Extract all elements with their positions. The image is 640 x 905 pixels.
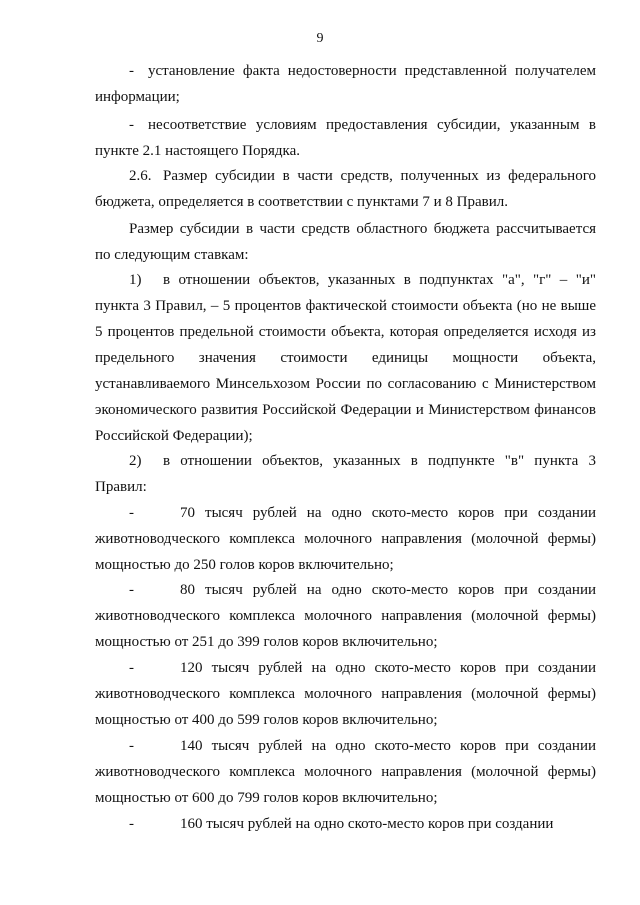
paragraph-text: 140 тысяч рублей на одно ското-место коров при создании животноводческого комплекса молочного направления (молочной фермы) мощностью от 600 до 799 голов коров включительно; [95, 738, 596, 806]
paragraph-text: в отношении объектов, указанных в подпунктах "а", "г" – "и" пункта 3 Правил, – 5 процентов фактической стоимости объекта (но не выше 5 процентов предельной стоимости объекта, которая определяется исходя из предельного значения стоимости единицы мощности объекта, устанавливаемого Минсельхозом России по согласованию с Министерством экономического развития Российской Федерации и Министерством финансов Российской Федерации); [95, 272, 596, 444]
paragraph-text: в отношении объектов, указанных в подпункте "в" пункта 3 Правил: [95, 453, 596, 495]
paragraph-item-2 [95, 448, 596, 500]
paragraph-rate-120 [95, 655, 596, 733]
paragraph-text: 120 тысяч рублей на одно ското-место коров при создании животноводческого комплекса молочного направления (молочной фермы) мощностью от 400 до 599 голов коров включительно; [95, 660, 596, 728]
paragraph-text: Размер субсидии в части средств, полученных из федерального бюджета, определяется в соответствии с пунктами 7 и 8 Правил. [95, 168, 596, 210]
paragraph-text: несоответствие условиям предоставления субсидии, указанным в пункте 2.1 настоящего Порядка. [95, 117, 596, 159]
paragraph-regional-budget [95, 216, 596, 268]
paragraph-text: 160 тысяч рублей на одно ското-место коров при создании [180, 816, 554, 832]
item-number: 2) [129, 453, 142, 469]
page-number: 9 [316, 31, 324, 46]
list-marker: - [129, 63, 134, 79]
paragraph-text: 80 тысяч рублей на одно ското-место коров при создании животноводческого комплекса молочного направления (молочной фермы) мощностью от 251 до 399 голов коров включительно; [95, 582, 596, 650]
paragraph-item-1 [95, 267, 596, 449]
list-marker: - [129, 738, 134, 754]
paragraph-rate-140 [95, 733, 596, 811]
paragraph-rate-160 [95, 811, 596, 837]
item-number: 1) [129, 272, 142, 288]
paragraph-text: Размер субсидии в части средств областного бюджета рассчитывается по следующим ставкам: [95, 221, 596, 263]
paragraph-text: 70 тысяч рублей на одно ското-место коров при создании животноводческого комплекса молочного направления (молочной фермы) мощностью до 250 голов коров включительно; [95, 505, 596, 573]
list-marker: - [129, 117, 134, 133]
paragraph-rate-80 [95, 577, 596, 655]
paragraph-noncompliance [95, 112, 596, 164]
paragraph-text: установление факта недостоверности представленной получателем информации; [95, 63, 596, 105]
list-marker: - [129, 505, 134, 521]
list-marker: - [129, 582, 134, 598]
paragraph-2-6 [95, 163, 596, 215]
paragraph-unreliable-info [95, 58, 596, 110]
paragraph-rate-70 [95, 500, 596, 578]
section-number: 2.6. [129, 168, 152, 184]
list-marker: - [129, 816, 134, 832]
list-marker: - [129, 660, 134, 676]
